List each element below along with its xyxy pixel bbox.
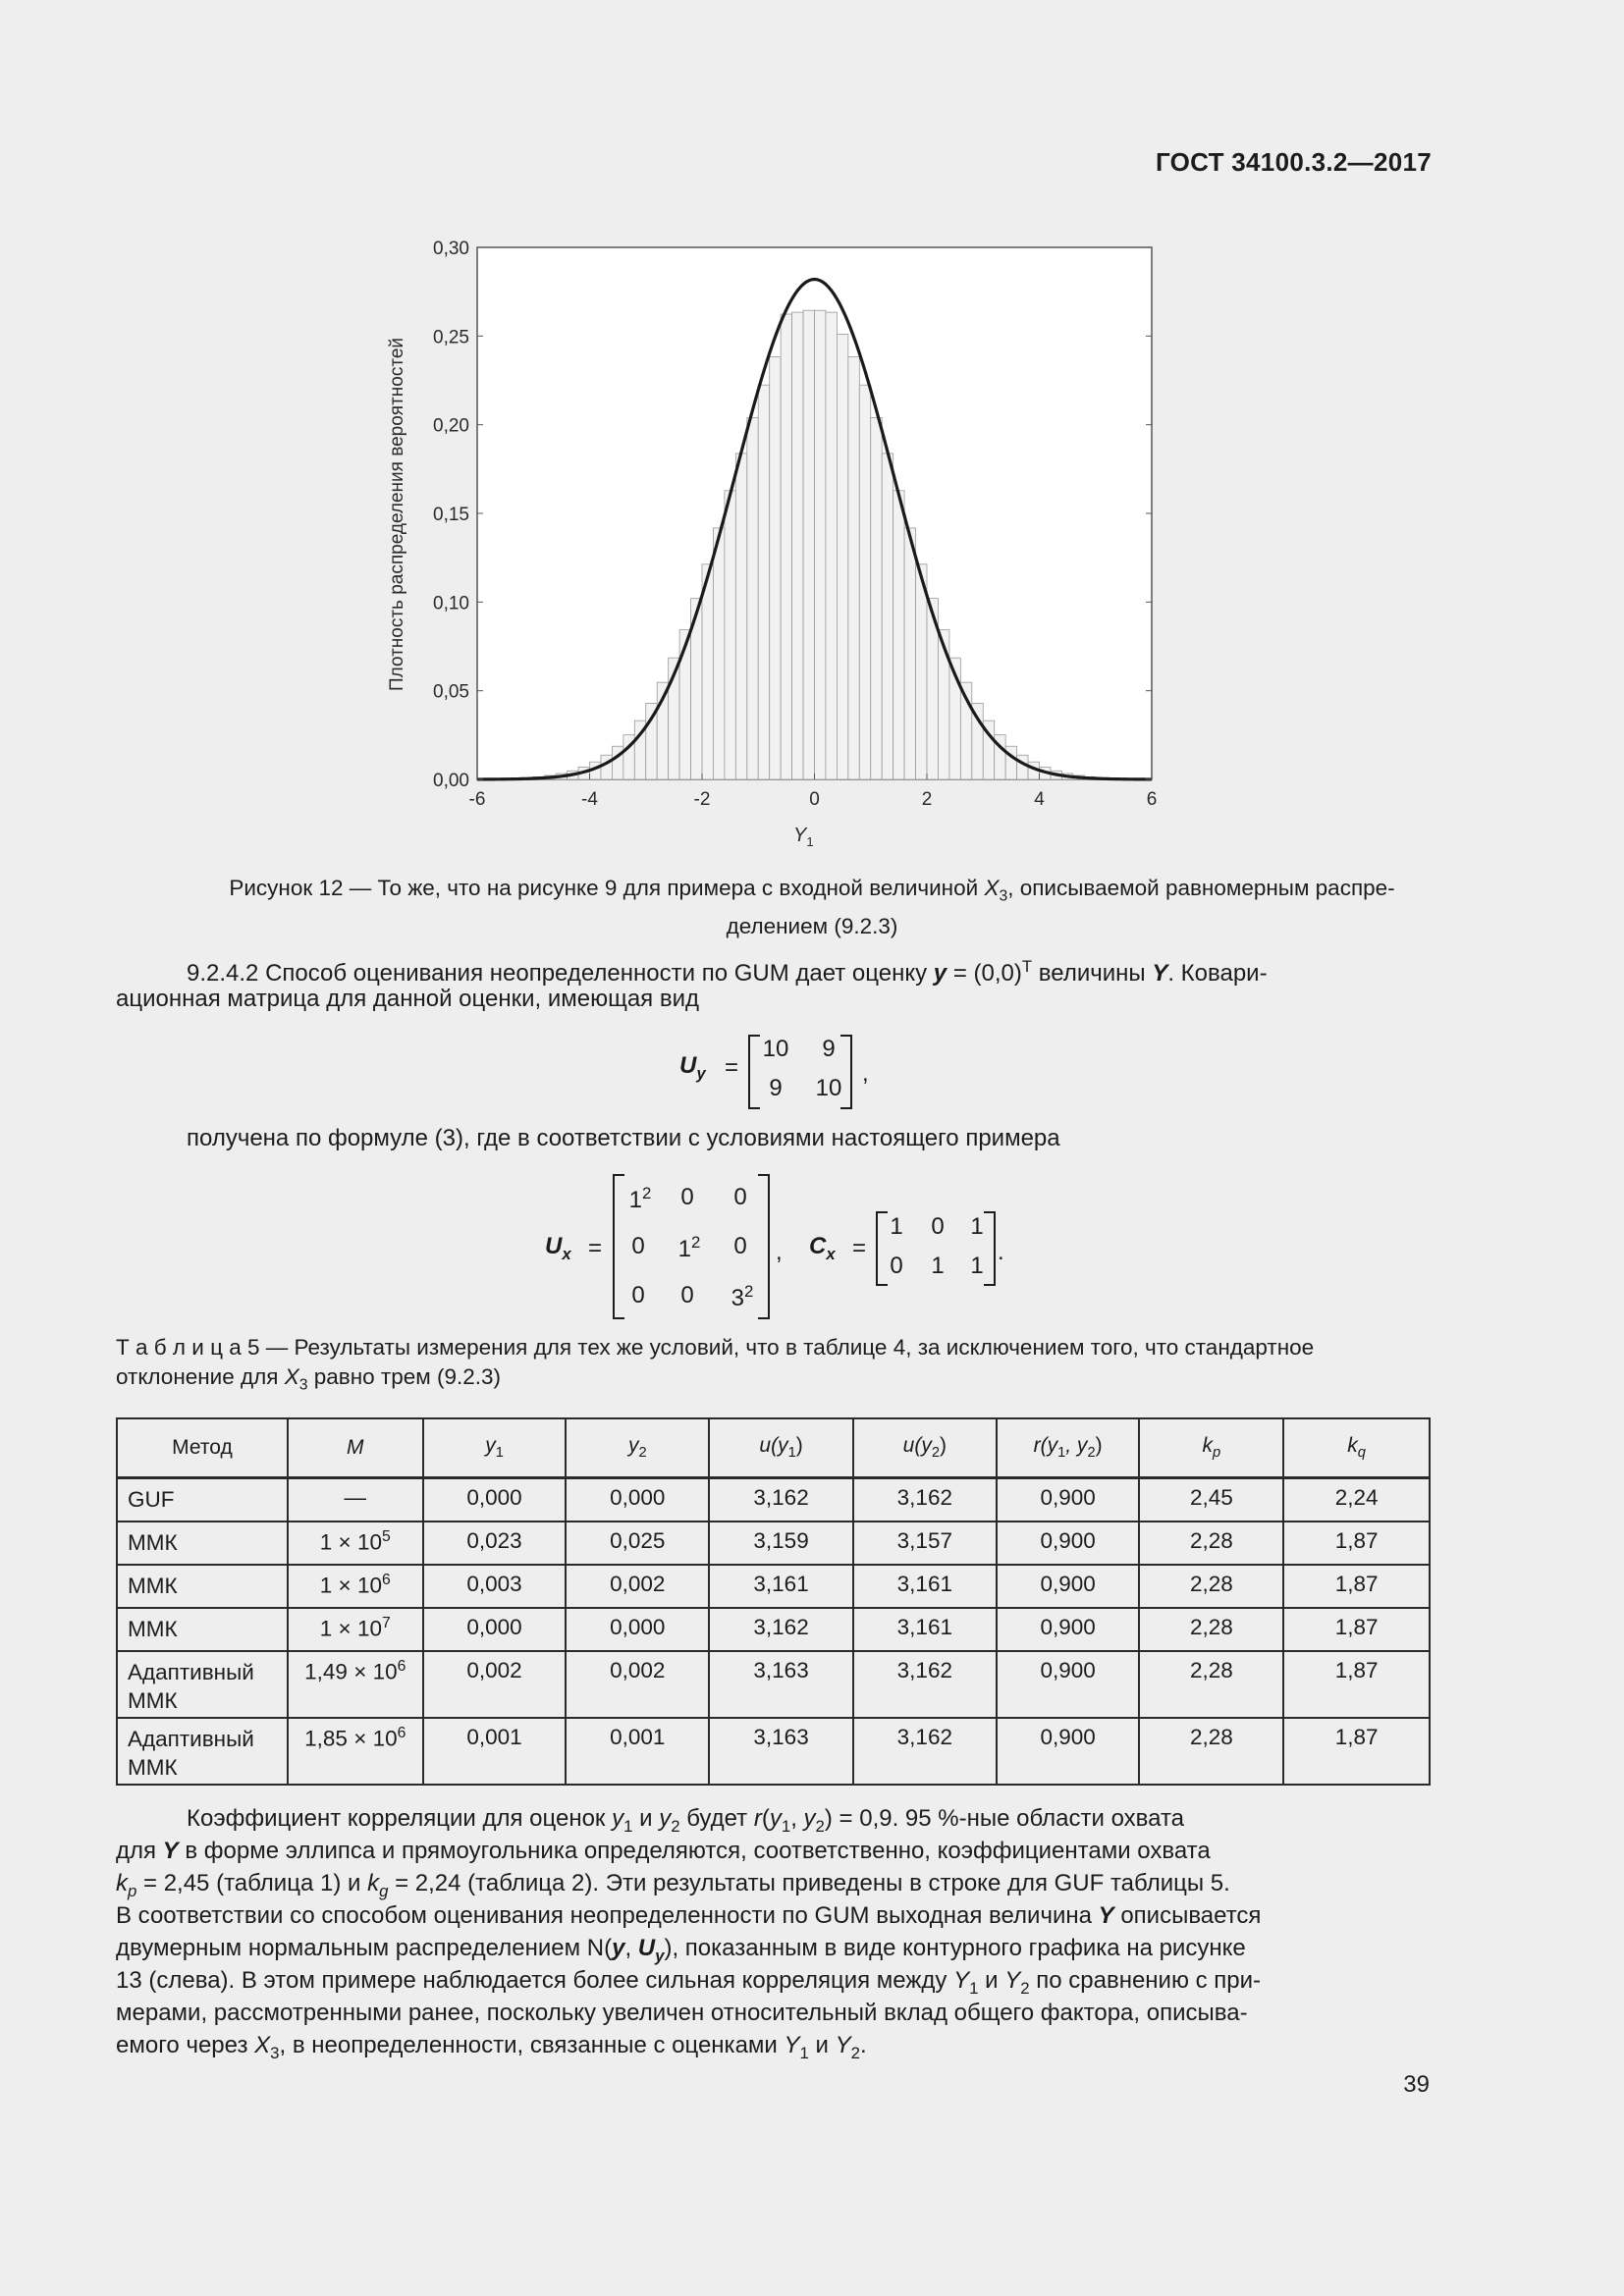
ux-cell: $1^2$ bbox=[628, 1184, 652, 1213]
cell-m: $1,49 \times 10^6$ bbox=[288, 1651, 423, 1718]
cell-uy2: 3,162 bbox=[853, 1651, 997, 1718]
histogram-bar bbox=[702, 564, 713, 779]
cell-y2: 0,000 bbox=[566, 1608, 709, 1651]
histogram-bar bbox=[713, 528, 724, 779]
cell-y2: 0,002 bbox=[566, 1651, 709, 1718]
cell-r: 0,900 bbox=[997, 1522, 1140, 1565]
cell-y2: 0,025 bbox=[566, 1522, 709, 1565]
uy-cell: 10 bbox=[762, 1036, 789, 1062]
x-tick-label: 4 bbox=[1034, 789, 1045, 810]
uy-cell: 10 bbox=[815, 1075, 842, 1101]
paragraph-correlation-7: мерами, рассмотренными ранее, поскольку увеличен относительный вклад общего фактора, описыва- bbox=[116, 2000, 1248, 2026]
histogram-bar bbox=[1017, 755, 1028, 779]
x-tick-label: -2 bbox=[693, 789, 711, 810]
histogram-bar bbox=[904, 528, 915, 779]
results-table bbox=[116, 1417, 1431, 1786]
histogram-bar bbox=[882, 454, 893, 779]
ux-cell: 0 bbox=[631, 1233, 645, 1259]
histogram-bar bbox=[803, 310, 814, 779]
histogram-bar bbox=[826, 312, 837, 779]
cell-y1: 0,000 bbox=[423, 1478, 567, 1522]
th-kp: $k_p$ bbox=[1139, 1418, 1283, 1478]
th-uy2: $u(y_2)$ bbox=[853, 1418, 997, 1478]
cx-cell: 1 bbox=[970, 1253, 984, 1279]
histogram-bar bbox=[859, 385, 870, 779]
cell-r: 0,900 bbox=[997, 1608, 1140, 1651]
paragraph-correlation-5: двумерным нормальным распределением N(y, $U_y$), показанным в виде контурного графика на рисунке bbox=[116, 1935, 1246, 1965]
standard-code: ГОСТ 34100.3.2—2017 bbox=[1155, 147, 1432, 177]
cell-y1: 0,003 bbox=[423, 1565, 567, 1608]
cell-uy1: 3,162 bbox=[709, 1478, 853, 1522]
cell-r: 0,900 bbox=[997, 1565, 1140, 1608]
th-uy1: $u(y_1)$ bbox=[709, 1418, 853, 1478]
paragraph-obtained: получена по формуле (3), где в соответствии с условиями настоящего примера bbox=[187, 1125, 1060, 1151]
x-axis-label: $Y_1$ bbox=[793, 825, 814, 849]
figure-caption: Рисунок 12 — То же, что на рисунке 9 для примера с входной величиной $X_3$, описываемой равномерным распре- делением (9.2.3) bbox=[229, 876, 1395, 938]
cell-y1: 0,023 bbox=[423, 1522, 567, 1565]
histogram-bar bbox=[893, 491, 904, 779]
histogram-bar bbox=[837, 334, 847, 779]
uy-cell: 9 bbox=[822, 1036, 836, 1062]
table-row bbox=[117, 1565, 1430, 1608]
x-tick-label: -6 bbox=[468, 789, 486, 810]
uy-eq: = bbox=[725, 1054, 739, 1081]
x-tick-label: 2 bbox=[921, 789, 933, 810]
cell-method: Адаптивный ММК bbox=[117, 1651, 288, 1718]
cell-y1: 0,001 bbox=[423, 1718, 567, 1785]
cell-y2: 0,001 bbox=[566, 1718, 709, 1785]
uy-comma: , bbox=[862, 1060, 869, 1087]
cell-r: 0,900 bbox=[997, 1651, 1140, 1718]
cell-kp: 2,28 bbox=[1139, 1651, 1283, 1718]
table-header-row bbox=[117, 1418, 1430, 1478]
cx-cell: 1 bbox=[970, 1213, 984, 1240]
y-tick-label: 0,15 bbox=[433, 505, 469, 525]
th-r: $r(y_1$, $y_2$) bbox=[997, 1418, 1140, 1478]
paragraph-correlation-6: 13 (слева). В этом примере наблюдается более сильная корреляция между $Y_1$ и $Y_2$ по сравнению с при- bbox=[116, 1967, 1262, 1998]
cell-r: 0,900 bbox=[997, 1718, 1140, 1785]
cell-y1: 0,002 bbox=[423, 1651, 567, 1718]
cell-m: $1 \times 10^6$ bbox=[288, 1565, 423, 1608]
cell-kq: 1,87 bbox=[1283, 1651, 1430, 1718]
histogram-bar bbox=[725, 491, 735, 779]
table-row bbox=[117, 1522, 1430, 1565]
y-axis-label: Плотность распределения вероятностей bbox=[387, 337, 407, 692]
cell-method: GUF bbox=[117, 1478, 288, 1522]
ux-cell: 0 bbox=[733, 1233, 747, 1259]
ux-cell: 0 bbox=[631, 1282, 645, 1308]
cell-uy2: 3,162 bbox=[853, 1718, 997, 1785]
cell-m: — bbox=[288, 1478, 423, 1522]
th-kq: $k_q$ bbox=[1283, 1418, 1430, 1478]
y-tick-label: 0,20 bbox=[433, 415, 469, 437]
y-tick-label: 0,00 bbox=[433, 771, 469, 791]
cell-method: ММК bbox=[117, 1565, 288, 1608]
ux-eq: = bbox=[588, 1235, 603, 1261]
table-row bbox=[117, 1608, 1430, 1651]
table-row bbox=[117, 1651, 1430, 1718]
cell-m: $1 \times 10^7$ bbox=[288, 1608, 423, 1651]
histogram-bar bbox=[735, 454, 746, 779]
histogram-bar bbox=[747, 418, 758, 779]
cell-method: ММК bbox=[117, 1608, 288, 1651]
cell-uy1: 3,162 bbox=[709, 1608, 853, 1651]
x-tick-label: 6 bbox=[1146, 789, 1158, 810]
ux-cell: $1^2$ bbox=[677, 1233, 701, 1262]
cell-kp: 2,28 bbox=[1139, 1718, 1283, 1785]
paragraph-9-2-4-2-line2: ационная матрица для данной оценки, имеющая вид bbox=[116, 986, 699, 1012]
th-y2: $y_2$ bbox=[566, 1418, 709, 1478]
x-tick-label: -4 bbox=[581, 789, 598, 810]
uy-label: $U_y$ bbox=[679, 1052, 706, 1083]
th-y1: $y_1$ bbox=[423, 1418, 567, 1478]
th-m: M bbox=[288, 1418, 423, 1478]
cell-uy1: 3,161 bbox=[709, 1565, 853, 1608]
cell-uy2: 3,162 bbox=[853, 1478, 997, 1522]
cx-cell: 0 bbox=[890, 1253, 903, 1279]
y-tick-label: 0,10 bbox=[433, 593, 469, 614]
cell-uy2: 3,161 bbox=[853, 1608, 997, 1651]
cx-eq: = bbox=[852, 1235, 867, 1261]
cell-method: Адаптивный ММК bbox=[117, 1718, 288, 1785]
x-axis-label-sub: 1 bbox=[806, 834, 814, 849]
y-tick-label: 0,30 bbox=[433, 239, 469, 259]
page-number: 39 bbox=[1403, 2071, 1430, 2098]
x-tick-label: 0 bbox=[809, 789, 820, 810]
cell-uy2: 3,161 bbox=[853, 1565, 997, 1608]
y-tick-label: 0,05 bbox=[433, 681, 469, 703]
ux-label: $U_x$ bbox=[545, 1233, 571, 1263]
cell-kq: 2,24 bbox=[1283, 1478, 1430, 1522]
histogram-bar bbox=[758, 385, 769, 779]
cell-kq: 1,87 bbox=[1283, 1522, 1430, 1565]
cell-kq: 1,87 bbox=[1283, 1718, 1430, 1785]
table-row bbox=[117, 1718, 1430, 1785]
cx-cell: 1 bbox=[890, 1213, 903, 1240]
th-method: Метод bbox=[117, 1418, 288, 1478]
cell-kp: 2,28 bbox=[1139, 1608, 1283, 1651]
cell-m: $1 \times 10^5$ bbox=[288, 1522, 423, 1565]
cell-uy1: 3,159 bbox=[709, 1522, 853, 1565]
ux-comma: , bbox=[776, 1239, 783, 1265]
histogram-bar bbox=[792, 312, 803, 779]
paragraph-9-2-4-2: 9.2.4.2 Способ оценивания неопределенности по GUM дает оценку $y = (0,0)^T$ величины Y. Ковари- bbox=[187, 957, 1268, 987]
histogram-bar bbox=[781, 314, 791, 779]
cx-period: . bbox=[998, 1239, 1004, 1265]
cell-method: ММК bbox=[117, 1522, 288, 1565]
y-tick-label: 0,25 bbox=[433, 327, 469, 348]
cx-cell: 1 bbox=[931, 1253, 945, 1279]
cell-uy2: 3,157 bbox=[853, 1522, 997, 1565]
cell-kq: 1,87 bbox=[1283, 1565, 1430, 1608]
cell-y2: 0,000 bbox=[566, 1478, 709, 1522]
cell-uy1: 3,163 bbox=[709, 1718, 853, 1785]
cell-kp: 2,28 bbox=[1139, 1565, 1283, 1608]
cell-uy1: 3,163 bbox=[709, 1651, 853, 1718]
paragraph-correlation-8: емого через $X_3$, в неопределенности, связанные с оценками $Y_1$ и $Y_2$. bbox=[116, 2032, 867, 2062]
histogram-bar bbox=[815, 310, 826, 779]
probability-density-chart bbox=[373, 226, 1198, 854]
paragraph-correlation-3: $k_p = 2,45$ (таблица 1) и $k_g = 2,24$ (таблица 2). Эти результаты приведены в строке для GUF таблицы 5. bbox=[116, 1870, 1230, 1900]
ux-cell: 0 bbox=[680, 1184, 694, 1210]
ux-cell: 0 bbox=[733, 1184, 747, 1210]
cell-y1: 0,000 bbox=[423, 1608, 567, 1651]
table-caption: Т а б л и ц а 5 — Результаты измерения для тех же условий, что в таблице 4, за исключением того, что стандартное отклонение для $X_3$ равно трем (9.2.3) bbox=[116, 1335, 1315, 1394]
histogram-bar bbox=[916, 564, 927, 779]
table-row bbox=[117, 1478, 1430, 1522]
cell-y2: 0,002 bbox=[566, 1565, 709, 1608]
paragraph-correlation-2: для Y в форме эллипса и прямоугольника определяются, соответственно, коэффициентами охвата bbox=[116, 1838, 1211, 1864]
cell-m: $1,85 \times 10^6$ bbox=[288, 1718, 423, 1785]
histogram-bar bbox=[770, 356, 781, 779]
uy-cell: 9 bbox=[769, 1075, 783, 1101]
cell-kp: 2,45 bbox=[1139, 1478, 1283, 1522]
cx-cell: 0 bbox=[931, 1213, 945, 1240]
ux-cell: 0 bbox=[680, 1282, 694, 1308]
paragraph-correlation: Коэффициент корреляции для оценок $y_1$ и $y_2$ будет $r(y_1$, $y_2) = 0,9$. 95 %-ные области охвата bbox=[187, 1805, 1185, 1836]
ux-cell: $3^2$ bbox=[731, 1282, 754, 1311]
paragraph-correlation-4: В соответствии со способом оценивания неопределенности по GUM выходная величина Y описывается bbox=[116, 1902, 1262, 1929]
cx-label: $C_x$ bbox=[809, 1233, 836, 1263]
cell-r: 0,900 bbox=[997, 1478, 1140, 1522]
histogram-bar bbox=[848, 356, 859, 779]
histogram-bar bbox=[871, 418, 882, 779]
cell-kp: 2,28 bbox=[1139, 1522, 1283, 1565]
cell-kq: 1,87 bbox=[1283, 1608, 1430, 1651]
histogram-bar bbox=[601, 755, 612, 779]
